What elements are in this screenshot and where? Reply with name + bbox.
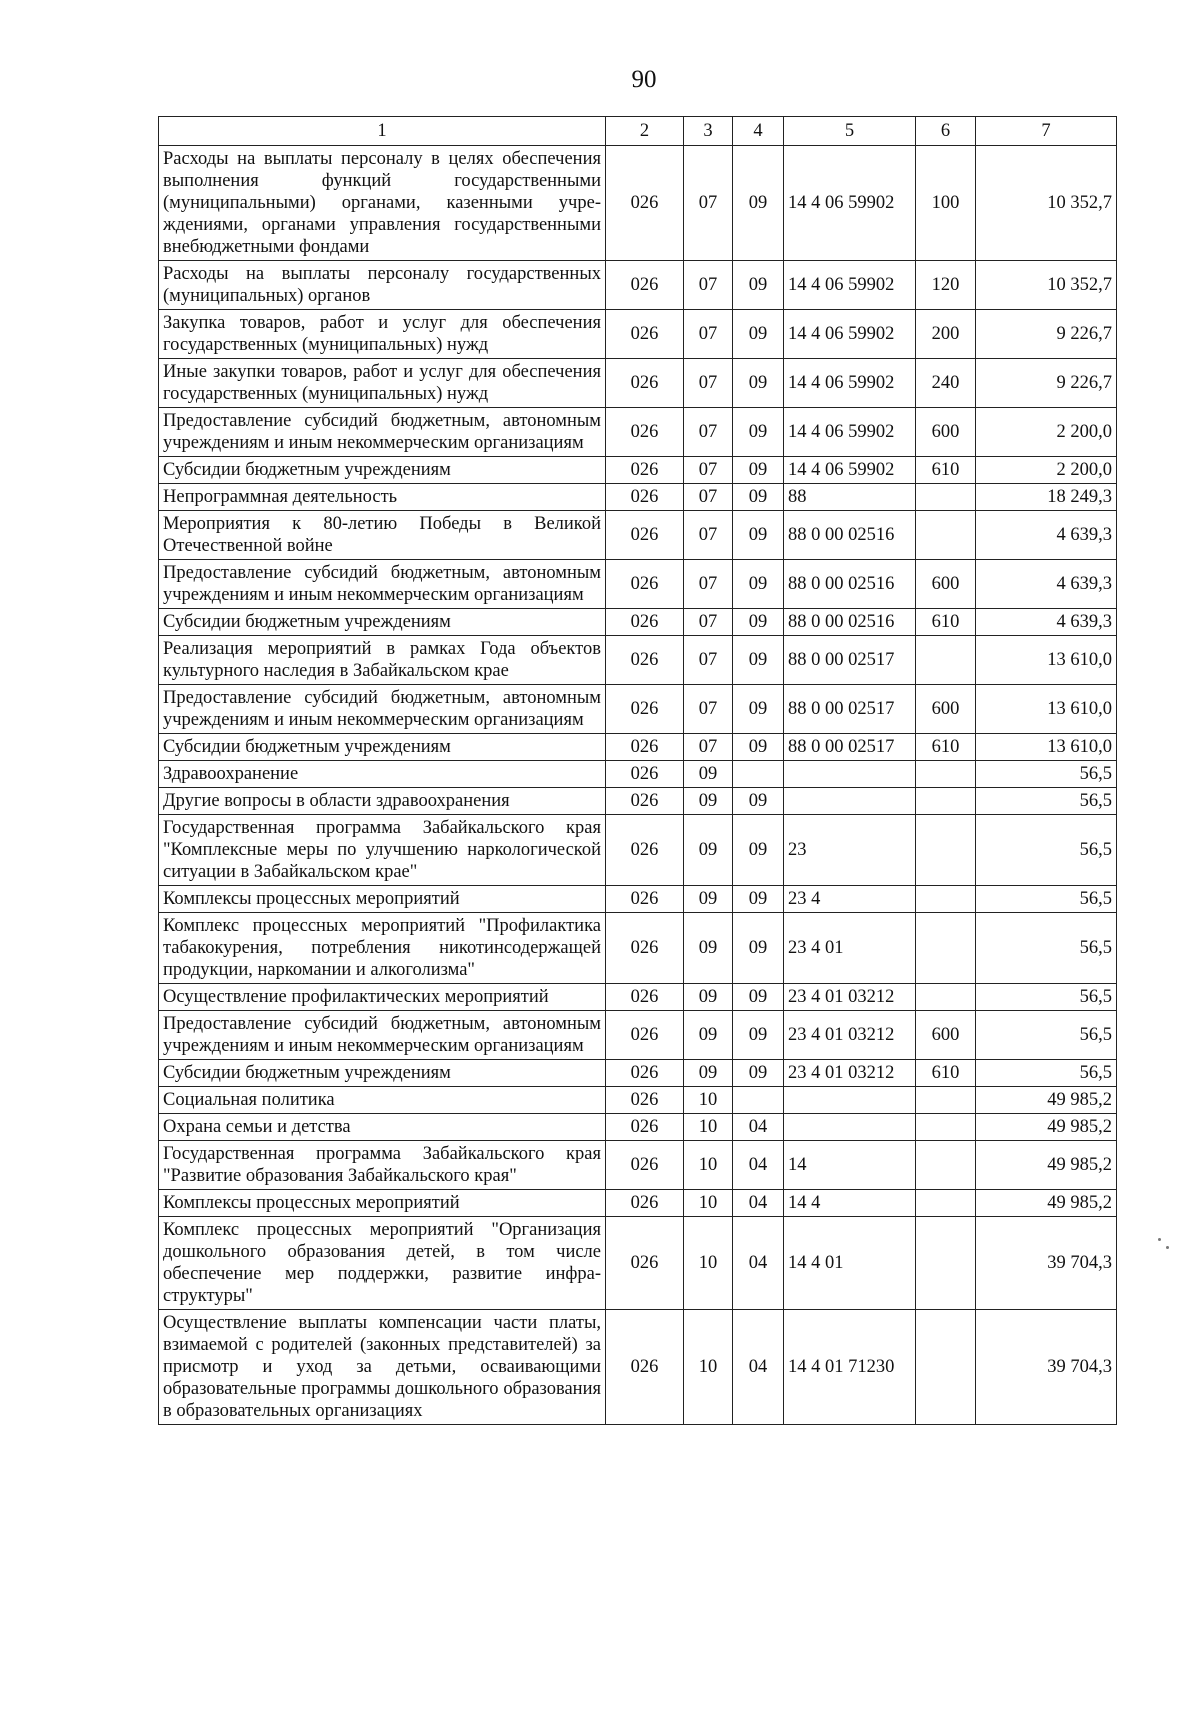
- row-amount-cell: 49 985,2: [976, 1114, 1117, 1141]
- row-code-cell: 026: [606, 788, 684, 815]
- row-target-cell: 23 4 01 03212: [784, 1011, 916, 1060]
- row-expense-type-cell: [916, 788, 976, 815]
- column-header: 7: [976, 117, 1117, 146]
- row-code-cell: 026: [606, 511, 684, 560]
- row-code-cell: 026: [606, 886, 684, 913]
- row-name-cell: Мероприятия к 80-летию Победы в Великой Отечественной войне: [159, 511, 606, 560]
- row-target-cell: 23 4 01 03212: [784, 1060, 916, 1087]
- row-section-cell: 07: [684, 261, 733, 310]
- budget-table: [158, 116, 1117, 1425]
- row-section-cell: 07: [684, 560, 733, 609]
- row-target-cell: 14 4 01: [784, 1217, 916, 1310]
- row-section-cell: 10: [684, 1087, 733, 1114]
- row-amount-cell: 56,5: [976, 761, 1117, 788]
- row-subsection-cell: 09: [733, 815, 784, 886]
- column-header: 6: [916, 117, 976, 146]
- row-target-cell: 88 0 00 02517: [784, 685, 916, 734]
- table-row: [159, 484, 1117, 511]
- table-row: [159, 408, 1117, 457]
- row-amount-cell: 13 610,0: [976, 685, 1117, 734]
- row-section-cell: 07: [684, 511, 733, 560]
- table-row: [159, 310, 1117, 359]
- table-row: [159, 636, 1117, 685]
- column-header: 1: [159, 117, 606, 146]
- row-amount-cell: 4 639,3: [976, 560, 1117, 609]
- row-expense-type-cell: 100: [916, 146, 976, 261]
- row-subsection-cell: 09: [733, 636, 784, 685]
- row-code-cell: 026: [606, 408, 684, 457]
- row-amount-cell: 49 985,2: [976, 1190, 1117, 1217]
- row-target-cell: 23 4: [784, 886, 916, 913]
- row-expense-type-cell: [916, 484, 976, 511]
- row-name-cell: Иные закупки товаров, работ и услуг для обеспечения государственных (муниципальных) нужд: [159, 359, 606, 408]
- row-code-cell: 026: [606, 761, 684, 788]
- row-subsection-cell: 09: [733, 1060, 784, 1087]
- row-name-cell: Субсидии бюджетным учреждениям: [159, 1060, 606, 1087]
- row-expense-type-cell: 610: [916, 1060, 976, 1087]
- row-subsection-cell: 09: [733, 457, 784, 484]
- row-name-cell: Субсидии бюджетным учреждениям: [159, 609, 606, 636]
- row-code-cell: 026: [606, 1190, 684, 1217]
- row-expense-type-cell: [916, 1114, 976, 1141]
- row-name-cell: Предоставление субсидий бюджетным, автономным учреждениям и иным некоммерческим организациям: [159, 560, 606, 609]
- row-code-cell: 026: [606, 457, 684, 484]
- row-name-cell: Комплексы процессных мероприятий: [159, 886, 606, 913]
- row-target-cell: 88 0 00 02516: [784, 511, 916, 560]
- row-subsection-cell: 09: [733, 913, 784, 984]
- row-amount-cell: 2 200,0: [976, 408, 1117, 457]
- row-subsection-cell: 09: [733, 408, 784, 457]
- row-expense-type-cell: 600: [916, 560, 976, 609]
- row-code-cell: 026: [606, 484, 684, 511]
- column-header: 2: [606, 117, 684, 146]
- row-target-cell: 23 4 01 03212: [784, 984, 916, 1011]
- row-code-cell: 026: [606, 636, 684, 685]
- row-section-cell: 07: [684, 484, 733, 511]
- table-row: [159, 560, 1117, 609]
- row-section-cell: 07: [684, 685, 733, 734]
- row-target-cell: 14 4 06 59902: [784, 261, 916, 310]
- row-target-cell: 88 0 00 02516: [784, 609, 916, 636]
- table-row: [159, 761, 1117, 788]
- table-row: [159, 1087, 1117, 1114]
- row-code-cell: 026: [606, 685, 684, 734]
- row-section-cell: 09: [684, 913, 733, 984]
- row-subsection-cell: 09: [733, 1011, 784, 1060]
- column-header: 5: [784, 117, 916, 146]
- row-name-cell: Предоставление субсидий бюджетным, автономным учреждениям и иным некоммерческим организациям: [159, 685, 606, 734]
- table-row: [159, 359, 1117, 408]
- row-expense-type-cell: [916, 913, 976, 984]
- row-name-cell: Расходы на выплаты персоналу в целях обеспечения выполнения функций государственными (муниципальными) органами, казенными учреждениями, органами управления государственными внебюджетными фондами: [159, 146, 606, 261]
- row-expense-type-cell: [916, 511, 976, 560]
- row-amount-cell: 49 985,2: [976, 1087, 1117, 1114]
- row-code-cell: 026: [606, 359, 684, 408]
- row-target-cell: 23 4 01: [784, 913, 916, 984]
- row-target-cell: 88 0 00 02517: [784, 636, 916, 685]
- row-amount-cell: 49 985,2: [976, 1141, 1117, 1190]
- row-expense-type-cell: 610: [916, 609, 976, 636]
- row-subsection-cell: 04: [733, 1190, 784, 1217]
- row-target-cell: 14 4 06 59902: [784, 408, 916, 457]
- row-amount-cell: 39 704,3: [976, 1310, 1117, 1425]
- row-amount-cell: 56,5: [976, 1011, 1117, 1060]
- row-name-cell: Другие вопросы в области здравоохранения: [159, 788, 606, 815]
- row-amount-cell: 56,5: [976, 788, 1117, 815]
- row-subsection-cell: 04: [733, 1310, 784, 1425]
- row-subsection-cell: [733, 1087, 784, 1114]
- row-section-cell: 10: [684, 1114, 733, 1141]
- row-name-cell: Охрана семьи и детства: [159, 1114, 606, 1141]
- table-row: [159, 1011, 1117, 1060]
- row-subsection-cell: 09: [733, 609, 784, 636]
- row-section-cell: 07: [684, 734, 733, 761]
- row-code-cell: 026: [606, 1114, 684, 1141]
- table-row: [159, 511, 1117, 560]
- row-expense-type-cell: 600: [916, 1011, 976, 1060]
- row-name-cell: Государственная программа Забайкальского края "Комплексные меры по улучшению наркологической ситуации в Забайкальском крае": [159, 815, 606, 886]
- column-header: 4: [733, 117, 784, 146]
- row-subsection-cell: 09: [733, 310, 784, 359]
- row-code-cell: 026: [606, 1217, 684, 1310]
- row-section-cell: 07: [684, 310, 733, 359]
- row-expense-type-cell: [916, 984, 976, 1011]
- row-section-cell: 07: [684, 636, 733, 685]
- row-expense-type-cell: [916, 886, 976, 913]
- row-target-cell: [784, 761, 916, 788]
- row-subsection-cell: 09: [733, 788, 784, 815]
- row-target-cell: 14 4 06 59902: [784, 359, 916, 408]
- row-expense-type-cell: [916, 1217, 976, 1310]
- row-target-cell: 23: [784, 815, 916, 886]
- row-amount-cell: 56,5: [976, 1060, 1117, 1087]
- row-amount-cell: 10 352,7: [976, 146, 1117, 261]
- row-target-cell: 14: [784, 1141, 916, 1190]
- table-row: [159, 815, 1117, 886]
- row-target-cell: 88 0 00 02516: [784, 560, 916, 609]
- row-name-cell: Реализация мероприятий в рамках Года объектов культурного наследия в Забайкальском крае: [159, 636, 606, 685]
- row-expense-type-cell: [916, 1310, 976, 1425]
- row-target-cell: 88: [784, 484, 916, 511]
- table-header-row: [159, 117, 1117, 146]
- row-name-cell: Закупка товаров, работ и услуг для обеспечения государственных (муниципальных) нужд: [159, 310, 606, 359]
- row-section-cell: 09: [684, 815, 733, 886]
- table-row: [159, 984, 1117, 1011]
- row-code-cell: 026: [606, 1310, 684, 1425]
- row-name-cell: Предоставление субсидий бюджетным, автономным учреждениям и иным некоммерческим организациям: [159, 408, 606, 457]
- row-amount-cell: 56,5: [976, 984, 1117, 1011]
- table-row: [159, 734, 1117, 761]
- row-section-cell: 07: [684, 408, 733, 457]
- row-section-cell: 09: [684, 886, 733, 913]
- table-row: [159, 146, 1117, 261]
- row-code-cell: 026: [606, 560, 684, 609]
- row-expense-type-cell: 600: [916, 408, 976, 457]
- row-code-cell: 026: [606, 815, 684, 886]
- row-section-cell: 09: [684, 1011, 733, 1060]
- row-target-cell: [784, 1087, 916, 1114]
- row-code-cell: 026: [606, 609, 684, 636]
- row-expense-type-cell: [916, 1190, 976, 1217]
- table-row: [159, 1060, 1117, 1087]
- row-code-cell: 026: [606, 261, 684, 310]
- row-target-cell: 14 4 06 59902: [784, 457, 916, 484]
- row-section-cell: 09: [684, 761, 733, 788]
- table-row: [159, 609, 1117, 636]
- row-section-cell: 07: [684, 146, 733, 261]
- row-subsection-cell: 04: [733, 1114, 784, 1141]
- table-row: [159, 1310, 1117, 1425]
- row-amount-cell: 13 610,0: [976, 734, 1117, 761]
- row-code-cell: 026: [606, 1141, 684, 1190]
- row-code-cell: 026: [606, 984, 684, 1011]
- row-name-cell: Осуществление профилактических мероприятий: [159, 984, 606, 1011]
- row-subsection-cell: 09: [733, 734, 784, 761]
- row-section-cell: 10: [684, 1190, 733, 1217]
- row-name-cell: Социальная политика: [159, 1087, 606, 1114]
- row-subsection-cell: 09: [733, 484, 784, 511]
- row-code-cell: 026: [606, 734, 684, 761]
- row-name-cell: Комплексы процессных мероприятий: [159, 1190, 606, 1217]
- column-header: 3: [684, 117, 733, 146]
- row-subsection-cell: [733, 761, 784, 788]
- row-section-cell: 10: [684, 1217, 733, 1310]
- table-row: [159, 1190, 1117, 1217]
- row-expense-type-cell: [916, 1141, 976, 1190]
- row-subsection-cell: 09: [733, 359, 784, 408]
- table-row: [159, 1141, 1117, 1190]
- row-amount-cell: 2 200,0: [976, 457, 1117, 484]
- row-section-cell: 09: [684, 788, 733, 815]
- row-amount-cell: 4 639,3: [976, 609, 1117, 636]
- row-expense-type-cell: 240: [916, 359, 976, 408]
- row-name-cell: Государственная программа Забайкальского края "Развитие образования Забайкальского края": [159, 1141, 606, 1190]
- row-target-cell: 14 4 06 59902: [784, 146, 916, 261]
- row-amount-cell: 10 352,7: [976, 261, 1117, 310]
- row-expense-type-cell: [916, 815, 976, 886]
- row-amount-cell: 9 226,7: [976, 310, 1117, 359]
- scan-speck: [1166, 1246, 1169, 1249]
- row-subsection-cell: 04: [733, 1141, 784, 1190]
- row-section-cell: 07: [684, 359, 733, 408]
- row-target-cell: [784, 1114, 916, 1141]
- table-row: [159, 788, 1117, 815]
- row-subsection-cell: 09: [733, 685, 784, 734]
- row-expense-type-cell: 600: [916, 685, 976, 734]
- table-row: [159, 261, 1117, 310]
- page-number: 90: [631, 66, 657, 93]
- row-expense-type-cell: 610: [916, 457, 976, 484]
- row-expense-type-cell: [916, 1087, 976, 1114]
- row-name-cell: Субсидии бюджетным учреждениям: [159, 457, 606, 484]
- row-target-cell: 14 4: [784, 1190, 916, 1217]
- table-row: [159, 913, 1117, 984]
- row-code-cell: 026: [606, 1011, 684, 1060]
- table-row: [159, 457, 1117, 484]
- row-amount-cell: 39 704,3: [976, 1217, 1117, 1310]
- table-row: [159, 1217, 1117, 1310]
- row-target-cell: 14 4 01 71230: [784, 1310, 916, 1425]
- table-row: [159, 886, 1117, 913]
- row-name-cell: Непрограммная деятельность: [159, 484, 606, 511]
- row-section-cell: 09: [684, 984, 733, 1011]
- row-name-cell: Комплекс процессных мероприятий "Профилактика табакокурения, потребления никотинсодержащей продукции, наркомании и алкоголизма": [159, 913, 606, 984]
- row-code-cell: 026: [606, 913, 684, 984]
- table-row: [159, 685, 1117, 734]
- row-code-cell: 026: [606, 1060, 684, 1087]
- row-code-cell: 026: [606, 1087, 684, 1114]
- row-amount-cell: 56,5: [976, 886, 1117, 913]
- row-amount-cell: 18 249,3: [976, 484, 1117, 511]
- row-amount-cell: 4 639,3: [976, 511, 1117, 560]
- row-subsection-cell: 09: [733, 560, 784, 609]
- row-target-cell: [784, 788, 916, 815]
- row-subsection-cell: 09: [733, 146, 784, 261]
- row-amount-cell: 56,5: [976, 815, 1117, 886]
- row-expense-type-cell: 120: [916, 261, 976, 310]
- row-amount-cell: 56,5: [976, 913, 1117, 984]
- row-subsection-cell: 09: [733, 261, 784, 310]
- row-name-cell: Субсидии бюджетным учреждениям: [159, 734, 606, 761]
- row-subsection-cell: 09: [733, 984, 784, 1011]
- row-expense-type-cell: 610: [916, 734, 976, 761]
- row-section-cell: 10: [684, 1141, 733, 1190]
- row-target-cell: 14 4 06 59902: [784, 310, 916, 359]
- row-amount-cell: 9 226,7: [976, 359, 1117, 408]
- row-name-cell: Комплекс процессных мероприятий "Организация дошкольного образования детей, в том числе обеспечение мер поддержки, развитие инфраструктуры": [159, 1217, 606, 1310]
- row-name-cell: Осуществление выплаты компенсации части платы, взимаемой с родителей (законных представителей) за присмотр и уход за детьми, осваивающими образовательные программы дошкольного образования в образовательных организациях: [159, 1310, 606, 1425]
- row-subsection-cell: 09: [733, 511, 784, 560]
- row-name-cell: Здравоохранение: [159, 761, 606, 788]
- row-section-cell: 07: [684, 457, 733, 484]
- row-expense-type-cell: [916, 761, 976, 788]
- row-name-cell: Предоставление субсидий бюджетным, автономным учреждениям и иным некоммерческим организациям: [159, 1011, 606, 1060]
- row-section-cell: 09: [684, 1060, 733, 1087]
- table-row: [159, 1114, 1117, 1141]
- row-section-cell: 10: [684, 1310, 733, 1425]
- row-target-cell: 88 0 00 02517: [784, 734, 916, 761]
- row-code-cell: 026: [606, 310, 684, 359]
- row-section-cell: 07: [684, 609, 733, 636]
- row-amount-cell: 13 610,0: [976, 636, 1117, 685]
- row-code-cell: 026: [606, 146, 684, 261]
- row-expense-type-cell: 200: [916, 310, 976, 359]
- row-expense-type-cell: [916, 636, 976, 685]
- row-name-cell: Расходы на выплаты персоналу государственных (муниципальных) органов: [159, 261, 606, 310]
- row-subsection-cell: 09: [733, 886, 784, 913]
- scan-speck: [1158, 1238, 1161, 1241]
- row-subsection-cell: 04: [733, 1217, 784, 1310]
